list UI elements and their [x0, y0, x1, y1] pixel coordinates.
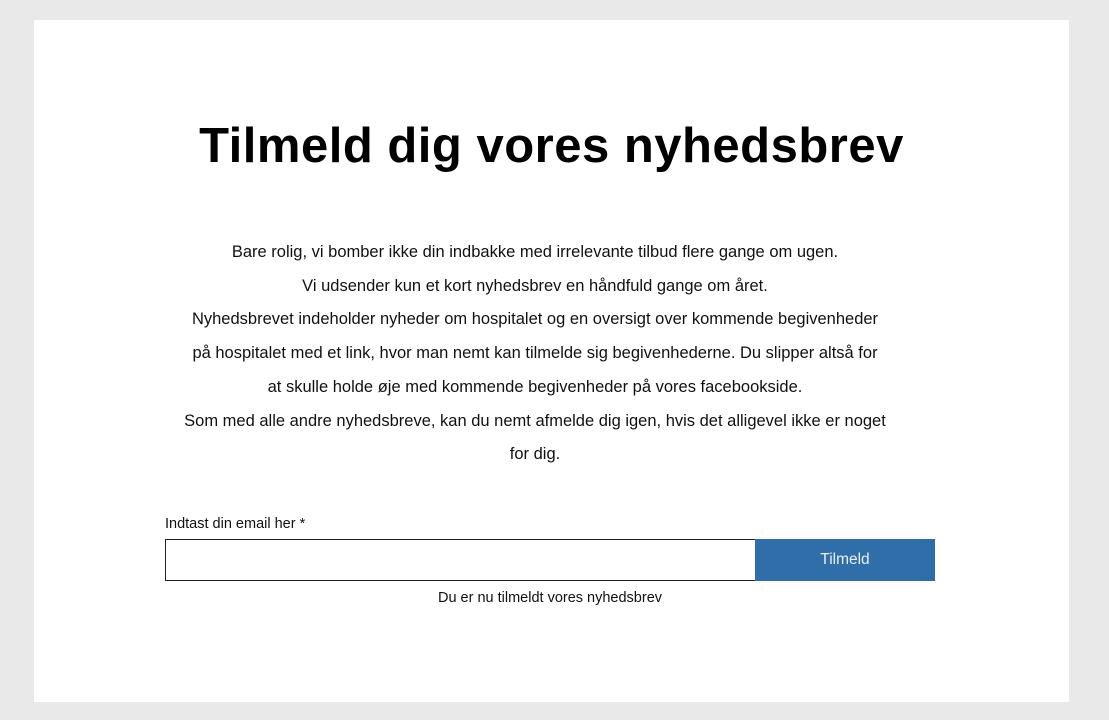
- email-input[interactable]: [165, 539, 756, 581]
- email-label: Indtast din email her *: [165, 516, 306, 532]
- success-message: Du er nu tilmeldt vores nyhedsbrev: [437, 590, 663, 606]
- newsletter-card: [34, 20, 1069, 702]
- intro-line: for dig.: [509, 445, 561, 464]
- subscribe-button[interactable]: Tilmeld: [755, 539, 935, 581]
- intro-line: at skulle holde øje med kommende begivenheder på vores facebookside.: [267, 377, 803, 396]
- intro-line: Vi udsender kun et kort nyhedsbrev en håndfuld gange om året.: [302, 276, 768, 295]
- intro-line: Som med alle andre nyhedsbreve, kan du nemt afmelde dig igen, hvis det alligevel ikke er noget: [184, 411, 886, 430]
- page-title: Tilmeld dig vores nyhedsbrev: [199, 119, 904, 173]
- intro-line: Bare rolig, vi bomber ikke din indbakke med irrelevante tilbud flere gange om ugen.: [231, 243, 839, 261]
- intro-text: [135, 236, 935, 472]
- intro-line: Nyhedsbrevet indeholder nyheder om hospitalet og en oversigt over kommende begivenheder: [191, 310, 879, 329]
- intro-line: på hospitalet med et link, hvor man nemt kan tilmelde sig begivenhederne. Du slipper altså for: [192, 344, 878, 363]
